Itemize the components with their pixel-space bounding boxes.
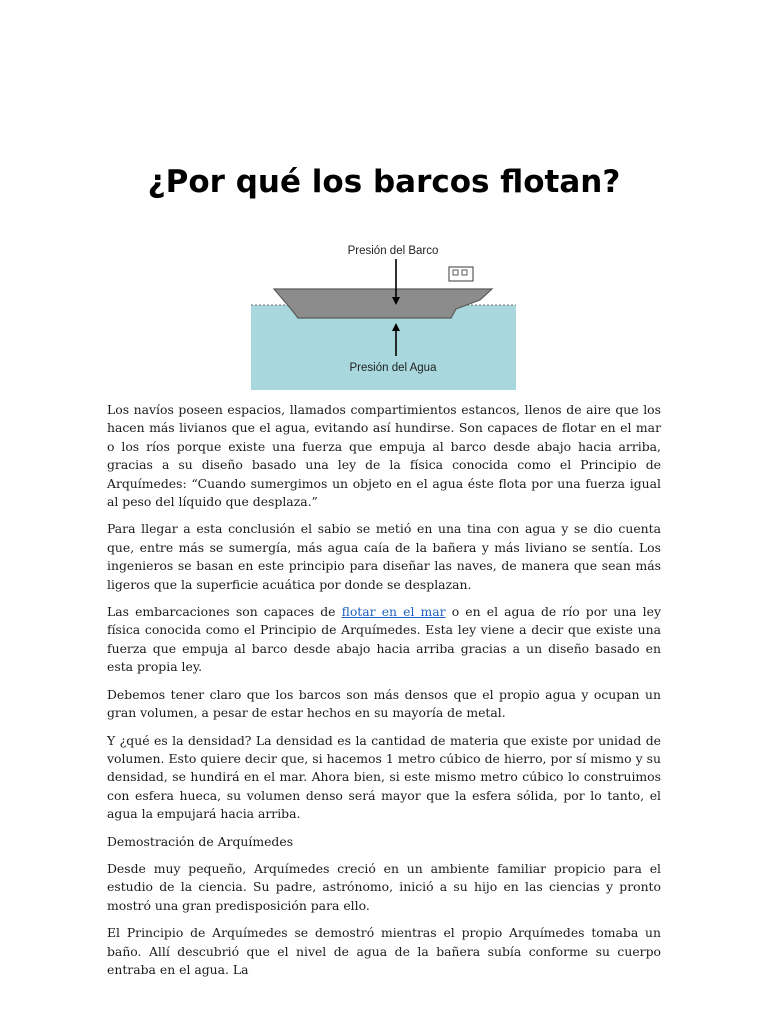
paragraph-3-text-end: o en el agua de río por una ley física conocida como el Principio de Arquímedes. Esta ley viene a decir que existe una fuerza que empuja al barco desde abajo hacia arriba gracias a un diseño basado en esta propia ley.	[107, 604, 661, 675]
document-body	[107, 401, 661, 988]
document-title: ¿Por qué los barcos flotan?	[147, 164, 621, 200]
boat-diagram-svg	[251, 234, 516, 390]
paragraph-5: Y ¿qué es la densidad? La densidad es la cantidad de materia que existe por unidad de volumen. Esto quiere decir que, si hacemos 1 metro cúbico de hierro, por sí mismo y su densidad, se hundirá en el mar. Ahora bien, si este mismo metro cúbico lo construimos con esfera hueca, su volumen denso será mayor que la esfera sólida, por lo tanto, el agua la empujará hacia arriba.	[107, 732, 661, 822]
paragraph-8: El Principio de Arquímedes se demostró mientras el propio Arquímedes tomaba un baño. Allí descubrió que el nivel de agua de la bañera subía conforme su cuerpo entraba en el agua. La	[107, 925, 661, 977]
paragraph-1: Los navíos poseen espacios, llamados compartimientos estancos, llenos de aire que los hacen más livianos que el agua, evitando así hundirse. Son capaces de flotar en el mar o los ríos porque existe una fuerza que empuja al barco desde abajo hacia arriba, gracias a su diseño basado una ley de la física conocida como el Principio de Arquímedes: “Cuando sumergimos un objeto en el agua éste flota por una fuerza igual al peso del líquido que desplaza.”	[107, 402, 661, 510]
paragraph-4: Debemos tener claro que los barcos son más densos que el propio agua y ocupan un gran volumen, a pesar de estar hechos en su mayoría de metal.	[107, 686, 661, 721]
paragraph-3	[107, 603, 661, 677]
cabin-window-2	[462, 270, 467, 275]
paragraph-3-text-start: Las embarcaciones son capaces de	[107, 604, 342, 620]
boat-pressure-diagram	[251, 234, 516, 390]
section-heading-demostracion: Demostración de Arquímedes	[107, 833, 294, 849]
flotar-en-el-mar-link[interactable]: flotar en el mar	[341, 604, 446, 620]
water-pressure-label: Presión del Agua	[349, 362, 437, 374]
cabin-window-1	[453, 270, 458, 275]
boat-pressure-label: Presión del Barco	[347, 245, 439, 257]
paragraph-7: Desde muy pequeño, Arquímedes creció en un ambiente familiar propicio para el estudio de la ciencia. Su padre, astrónomo, inició a su hijo en las ciencias y pronto mostró una gran predisposición para ello.	[107, 860, 661, 913]
paragraph-2: Para llegar a esta conclusión el sabio se metió en una tina con agua y se dio cuenta que, entre más se sumergía, más agua caía de la bañera y más liviano se sentía. Los ingenieros se basan en este principio para diseñar las naves, de manera que sean más ligeros que la superficie acuática por donde se desplazan.	[107, 521, 661, 592]
